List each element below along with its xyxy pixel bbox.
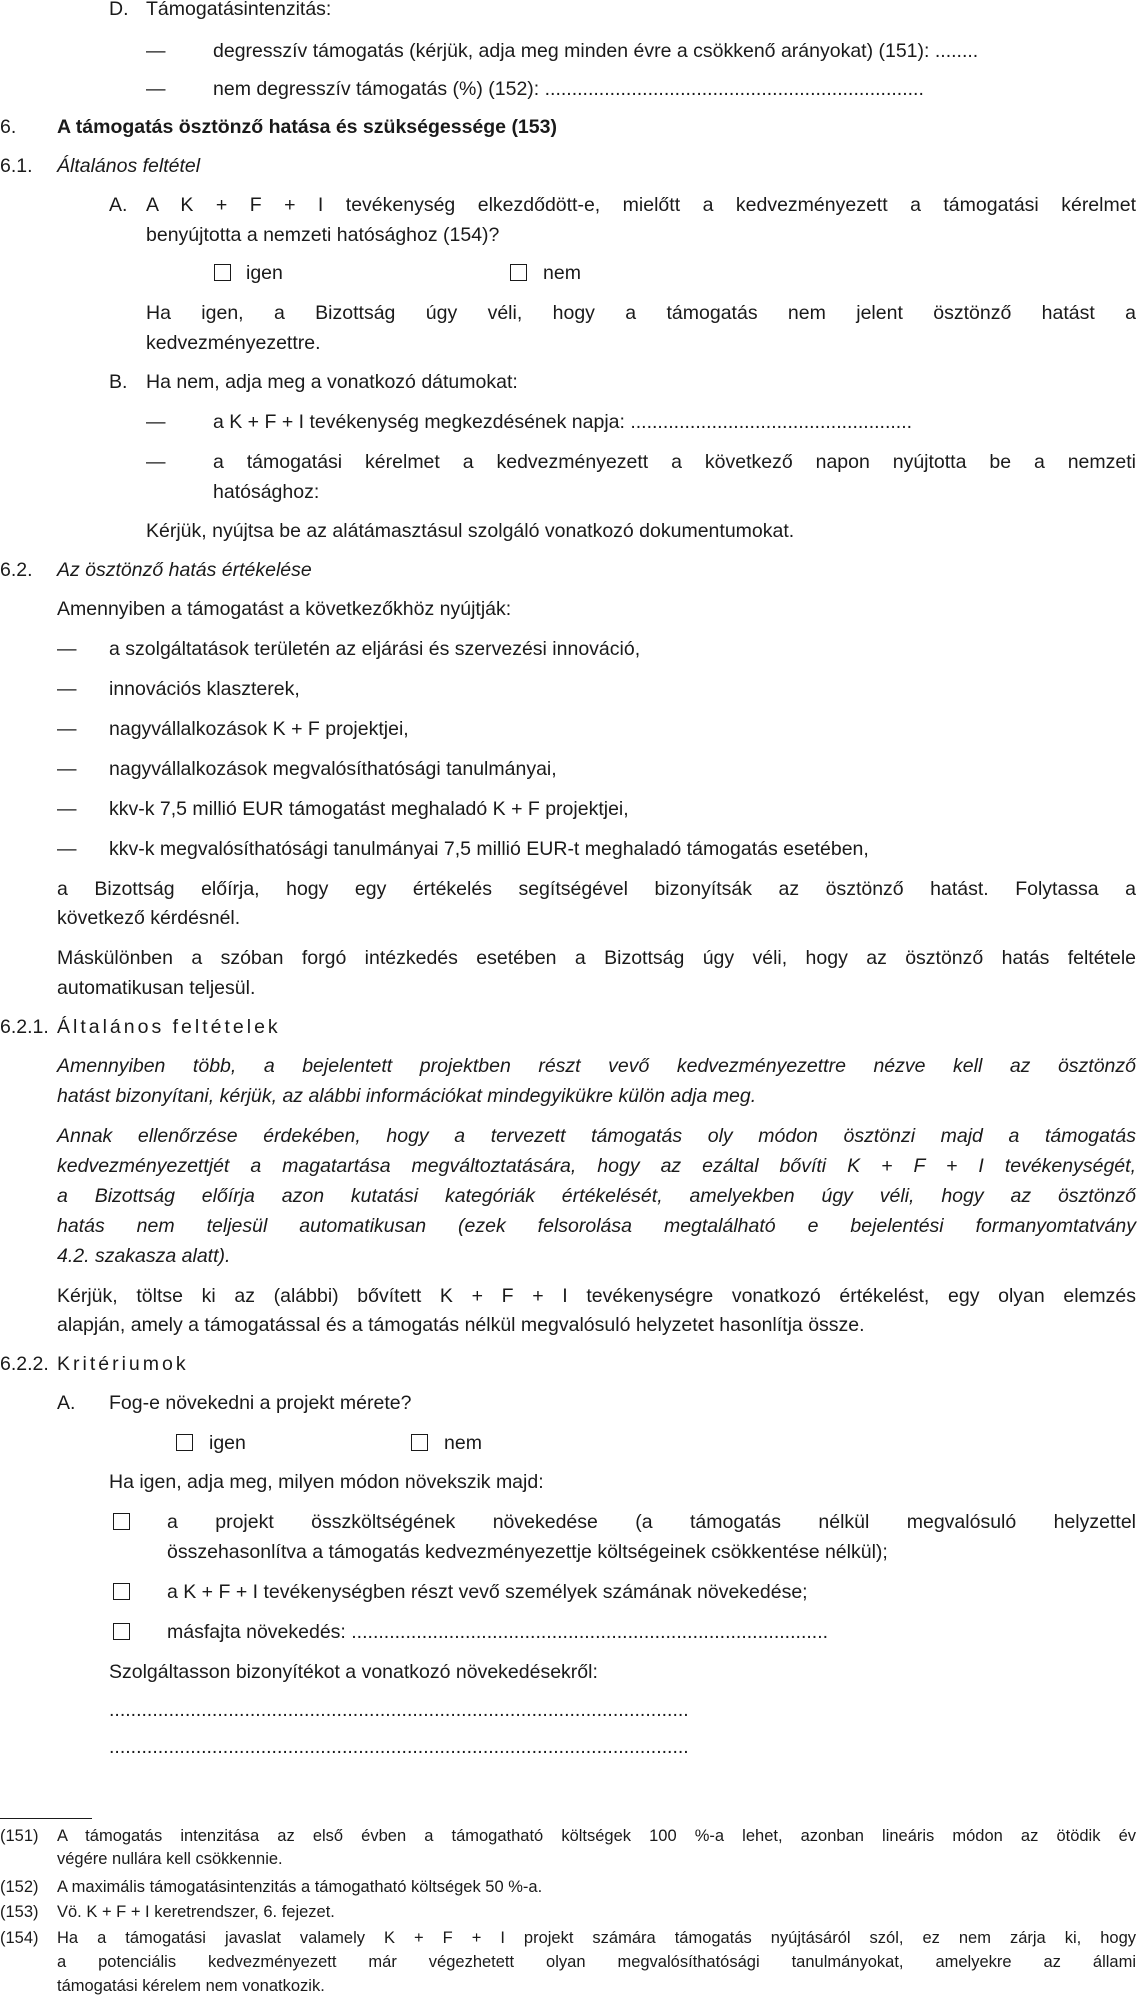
general-p2-line: 4.2. szakasza alatt). xyxy=(57,1245,231,1267)
general-p2-line: hatás nem teljesül automatikusan (ezek felsorolása megtalálható e bejelentési formanyomtatvány xyxy=(57,1215,1136,1237)
question-b-label: B. xyxy=(109,371,128,393)
section-6-2-number: 6.2. xyxy=(0,559,33,581)
general-p2-line: Annak ellenőrzése érdekében, hogy a tervezett támogatás oly módon ösztönzi majd a támogatás xyxy=(57,1125,1136,1147)
general-p2-line: a Bizottság előírja azon kutatási kategóriák értékelését, amelyekben úgy véli, hogy az ösztönző xyxy=(57,1185,1136,1207)
footnote-line: Ha a támogatási javaslat valamely K + F + I projekt számára támogatás nyújtásáról szól, ez nem zárja ki, hogy xyxy=(57,1929,1136,1947)
staff-growth-checkbox[interactable] xyxy=(113,1583,130,1600)
footnote-ref: (151) xyxy=(0,1827,39,1845)
evaluation-para-line-1: a Bizottság előírja, hogy egy értékelés segítségével bizonyítsák az ösztönző hatást. Folytassa a xyxy=(57,878,1136,900)
footnote-line: A maximális támogatásintenzitás a támogatható költségek 50 %-a. xyxy=(57,1878,543,1896)
section-6-1-number: 6.1. xyxy=(0,155,33,177)
question-a-label: A. xyxy=(109,194,128,216)
footnote-line: végére nullára kell csökkennie. xyxy=(57,1850,283,1868)
other-growth-checkbox[interactable] xyxy=(113,1623,130,1640)
cost-growth-line-1: a projekt összköltségének növekedése (a támogatás nélkül megvalósuló helyzettel xyxy=(167,1511,1136,1533)
question-a-line-1: A K + F + I tevékenység elkezdődött-e, mielőtt a kedvezményezett a támogatási kérelmet xyxy=(146,194,1136,216)
section-d-label: D. xyxy=(109,0,129,20)
no-label: nem xyxy=(543,262,581,284)
note-line-2: kedvezményezettre. xyxy=(146,332,321,354)
list-item: innovációs klaszterek, xyxy=(109,678,300,700)
dash-marker: — xyxy=(57,678,77,700)
growth-howto: Ha igen, adja meg, milyen módon növekszik majd: xyxy=(109,1471,544,1493)
footnote-ref: (154) xyxy=(0,1929,39,1947)
list-item: a szolgáltatások területén az eljárási és szervezési innováció, xyxy=(109,638,641,660)
otherwise-para-line-1: Máskülönben a szóban forgó intézkedés esetében a Bizottság úgy véli, hogy az ösztönző hatás feltétele xyxy=(57,947,1136,969)
section-6-2-intro: Amennyiben a támogatást a következőkhöz nyújtják: xyxy=(57,598,512,620)
dash-marker: — xyxy=(57,718,77,740)
footnote-line: Vö. K + F + I keretrendszer, 6. fejezet. xyxy=(57,1903,335,1921)
application-date-line-1: a támogatási kérelmet a kedvezményezett a következő napon nyújtotta be a nemzeti xyxy=(213,451,1136,473)
list-item: nagyvállalkozások megvalósíthatósági tanulmányai, xyxy=(109,758,557,780)
yes-checkbox[interactable] xyxy=(214,264,231,281)
section-6-number: 6. xyxy=(0,116,17,138)
list-item: kkv-k 7,5 millió EUR támogatást meghaladó K + F projektjei, xyxy=(109,798,629,820)
section-6-title: A támogatás ösztönző hatása és szükségessége (153) xyxy=(57,116,557,138)
question-a-line-2: benyújtotta a nemzeti hatósághoz (154)? xyxy=(146,224,500,246)
evidence-field[interactable]: ........................................................................................................... xyxy=(109,1699,689,1721)
section-6-2-1-number: 6.2.1. xyxy=(0,1016,49,1038)
criteria-a-label: A. xyxy=(57,1392,76,1414)
documents-request: Kérjük, nyújtsa be az alátámasztásul szolgáló vonatkozó dokumentumokat. xyxy=(146,520,795,542)
other-growth-field[interactable]: másfajta növekedés: ........................................................................................ xyxy=(167,1621,829,1643)
no-checkbox[interactable] xyxy=(411,1434,428,1451)
footnote-line: A támogatás intenzitása az első évben a támogatható költségek 100 %-a lehet, azonban lineáris módon az ötödik év xyxy=(57,1827,1136,1845)
section-6-2-2-number: 6.2.2. xyxy=(0,1353,49,1375)
cost-growth-checkbox[interactable] xyxy=(113,1513,130,1530)
yes-label: igen xyxy=(246,262,283,284)
cost-growth-line-2: összehasonlítva a támogatás kedvezményezettje költségeinek csökkentése nélkül); xyxy=(167,1541,888,1563)
footnote-line: támogatási kérelem nem vonatkozik. xyxy=(57,1977,325,1995)
evaluation-para-line-2: következő kérdésnél. xyxy=(57,907,241,929)
general-p1-line: Amennyiben több, a bejelentett projektben részt vevő kedvezményezettre nézve kell az ösztönző xyxy=(57,1055,1136,1077)
dash-marker: — xyxy=(57,838,77,860)
dash-marker: — xyxy=(57,798,77,820)
section-d-title: Támogatásintenzitás: xyxy=(146,0,332,20)
dash-marker: — xyxy=(146,40,166,62)
dash-marker: — xyxy=(146,411,166,433)
list-item: kkv-k megvalósíthatósági tanulmányai 7,5 millió EUR-t meghaladó támogatás esetében, xyxy=(109,838,869,860)
list-item: nagyvállalkozások K + F projektjei, xyxy=(109,718,409,740)
general-p3-line: Kérjük, töltse ki az (alábbi) bővített K + F + I tevékenységre vonatkozó értékelést, egy olyan elemzés xyxy=(57,1285,1136,1307)
dash-marker: — xyxy=(57,638,77,660)
start-date-field[interactable]: a K + F + I tevékenység megkezdésének napja: .................................................... xyxy=(213,411,913,433)
section-6-2-title: Az ösztönző hatás értékelése xyxy=(57,559,312,581)
footnote-ref: (153) xyxy=(0,1903,39,1921)
staff-growth-label: a K + F + I tevékenységben részt vevő személyek számának növekedése; xyxy=(167,1581,808,1603)
degressive-aid-field[interactable]: degresszív támogatás (kérjük, adja meg minden évre a csökkenő arányokat) (151): ........ xyxy=(213,40,979,62)
dash-marker: — xyxy=(146,451,166,473)
evidence-field[interactable]: ........................................................................................................... xyxy=(109,1736,689,1758)
dash-marker: — xyxy=(146,78,166,100)
no-checkbox[interactable] xyxy=(510,264,527,281)
otherwise-para-line-2: automatikusan teljesül. xyxy=(57,977,256,999)
section-6-1-title: Általános feltétel xyxy=(57,155,201,177)
general-p3-line: alapján, amely a támogatással és a támogatás nélkül megvalósuló helyzetet hasonlítja össze. xyxy=(57,1314,865,1336)
section-6-2-2-title: Kritériumok xyxy=(57,1353,189,1375)
footnote-separator xyxy=(0,1818,92,1819)
no-label: nem xyxy=(444,1432,482,1454)
dash-marker: — xyxy=(57,758,77,780)
note-line-1: Ha igen, a Bizottság úgy véli, hogy a támogatás nem jelent ösztönző hatást a xyxy=(146,302,1136,324)
footnote-ref: (152) xyxy=(0,1878,39,1896)
application-date-field[interactable]: hatósághoz: xyxy=(213,481,320,503)
yes-checkbox[interactable] xyxy=(176,1434,193,1451)
section-6-2-1-title: Általános feltételek xyxy=(57,1016,281,1038)
general-p1-line: hatást bizonyítani, kérjük, az alábbi információkat mindegyikükre külön adja meg. xyxy=(57,1085,757,1107)
non-degressive-aid-field[interactable]: nem degresszív támogatás (%) (152): ...................................................................... xyxy=(213,78,924,100)
question-b-title: Ha nem, adja meg a vonatkozó dátumokat: xyxy=(146,371,518,393)
footnote-line: a potenciális kedvezményezett már végezhetett olyan megvalósíthatósági tanulmányokat, amelyekre az állami xyxy=(57,1953,1136,1971)
general-p2-line: kedvezményezettjét a magatartása megváltoztatására, hogy az ezáltal bővíti K + F + I tevékenységét, xyxy=(57,1155,1136,1177)
evidence-prompt: Szolgáltasson bizonyítékot a vonatkozó növekedésekről: xyxy=(109,1661,598,1683)
criteria-a-question: Fog-e növekedni a projekt mérete? xyxy=(109,1392,412,1414)
yes-label: igen xyxy=(209,1432,246,1454)
